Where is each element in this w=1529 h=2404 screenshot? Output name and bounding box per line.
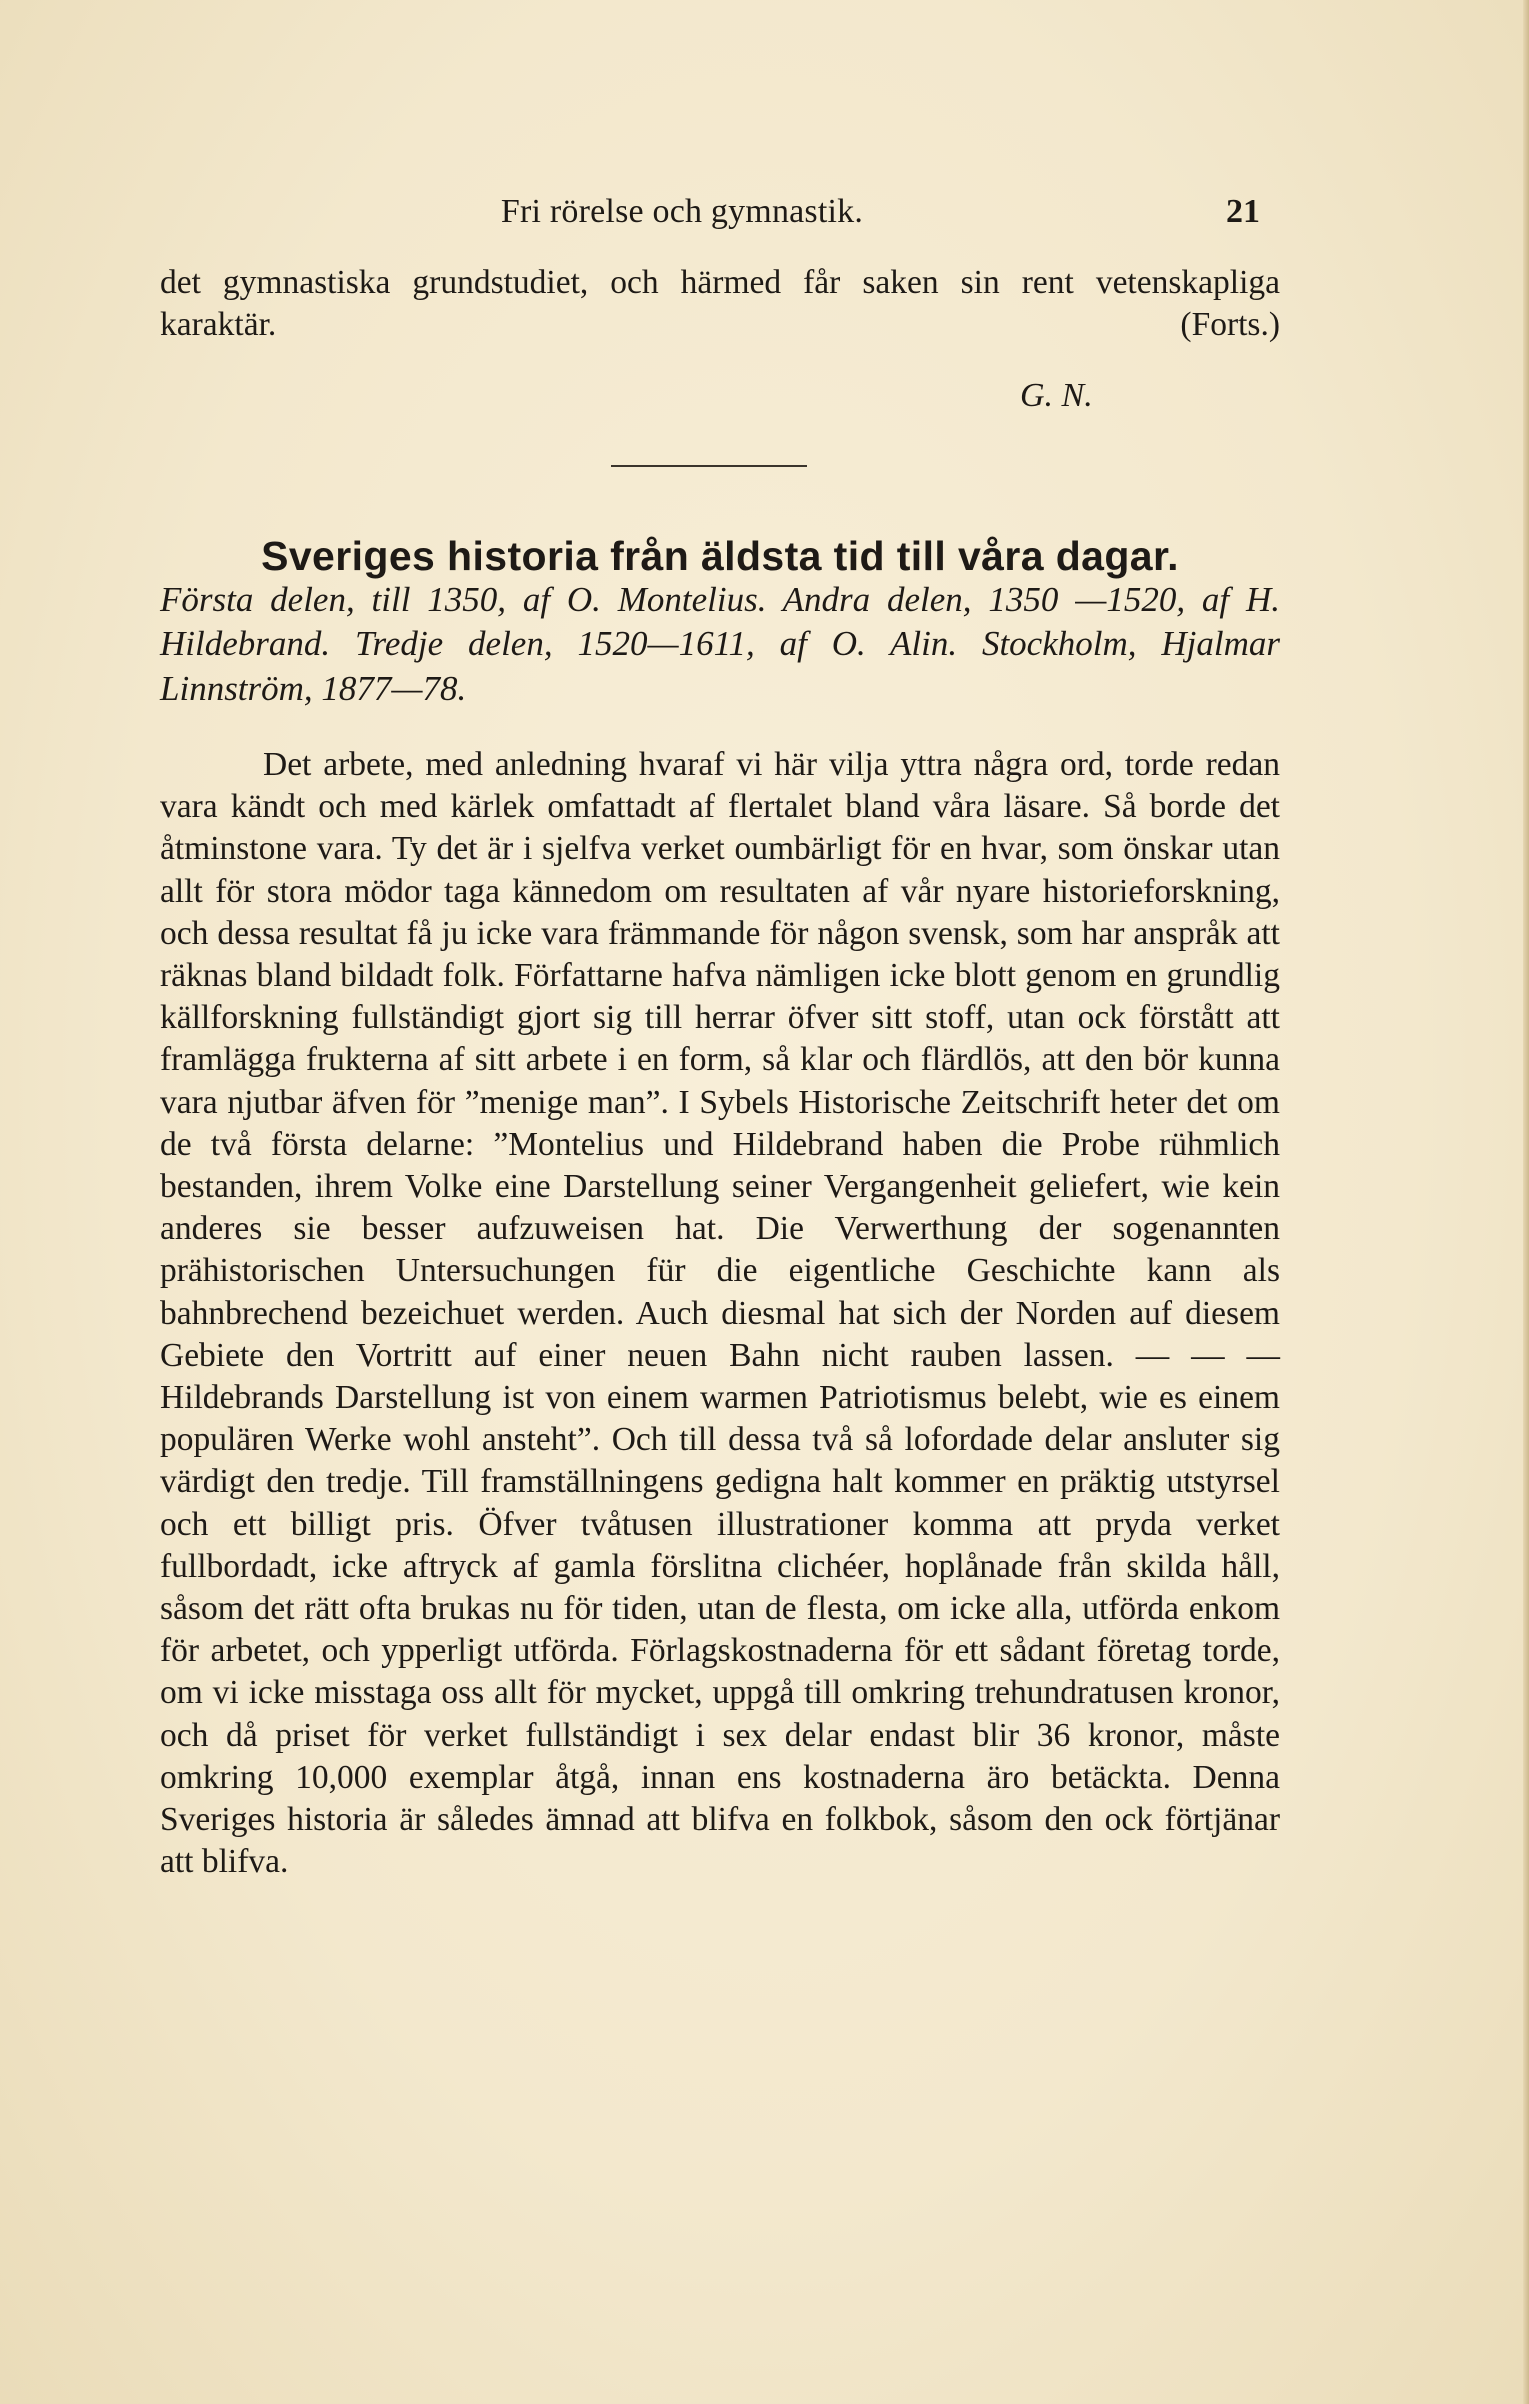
page-header: [160, 190, 1260, 234]
running-title: Fri rörelse och gymnastik.: [500, 193, 864, 230]
page-edge-shadow: [1523, 0, 1529, 2404]
continuation-marker: (Forts.): [1180, 306, 1280, 344]
review-body-paragraph: Det arbete, med anledning hvaraf vi här vilja yttra några ord, torde redan vara kändt och med kärlek omfattadt af flertalet bland våra läsare. Så borde det åtminstone vara. Ty det är i sjelfva verket oumbärligt för en hvar, som önskar utan allt för stora mödor taga kännedom om resultaten af vår nyare historieforskning, och dessa resultat få ju icke vara främmande för någon svensk, som har anspråk att räknas bland bildadt folk. Författarne hafva nämligen icke blott genom en grundlig källforskning fullständigt gjort sig till herrar öfver sitt stoff, utan ock förstått att framlägga frukterna af sitt arbete i en form, så klar och flärdlös, att den bör kunna vara njutbar äfven för ”menige man”. I Sybels Historische Zeitschrift heter det om de två första delarne: ”Montelius und Hildebrand haben die Probe rühmlich bestanden, ihrem Volke eine Darstellung seiner Vergangenheit geliefert, wie kein anderes sie besser aufzuweisen hat. Die Verwerthung der sogenannten prähistorischen Untersuchungen für die eigentliche Geschichte kann als bahnbrechend bezeichuet werden. Auch diesmal hat sich der Norden auf diesem Gebiete den Vortritt auf einer neuen Bahn nicht rauben lassen. — — — Hildebrands Darstellung ist von einem warmen Patriotismus belebt, wie es einem populären Werke wohl ansteht”. Och till dessa två så lofordade delar ansluter sig värdigt den tredje. Till framställningens gedigna halt kommer en präktig utstyrsel och ett billigt pris. Öfver tvåtusen illustrationer komma att pryda verket fullbordadt, icke aftryck af gamla förslitna clichéer, hoplånade från skilda håll, såsom det rätt ofta brukas nu för tiden, utan de flesta, om icke alla, utförda enkom för arbetet, och ypperligt utförda. Förlagskostnaderna för ett sådant företag torde, om vi icke misstaga oss allt för mycket, uppgå till omkring trehundratusen kronor, och då priset för verket fullständigt i sex delar endast blir 36 kronor, måste omkring 10,000 exemplar åtgå, innan ens kostnaderna äro betäckta. Denna Sveriges historia är således ämnad att blifva en folkbok, såsom den ock förtjänar att blifva.: [160, 746, 1280, 1881]
section-divider: [611, 465, 807, 467]
review-book-title: Sveriges historia från äldsta tid till våra dagar.: [261, 533, 1179, 579]
author-signature: G. N.: [1020, 377, 1093, 414]
continued-paragraph: [160, 262, 1280, 346]
page-number: 21: [1226, 193, 1260, 230]
review-book-details: Första delen, till 1350, af O. Montelius. Andra delen, 1350 —1520, af H. Hildebrand. Tredje delen, 1520—1611, af O. Alin. Stockholm, Hjalmar Linnström, 1877—78.: [160, 580, 1280, 708]
continued-text: det gymnastiska grundstudiet, och härmed får saken sin rent vetenskapliga karaktär.: [160, 264, 1280, 344]
